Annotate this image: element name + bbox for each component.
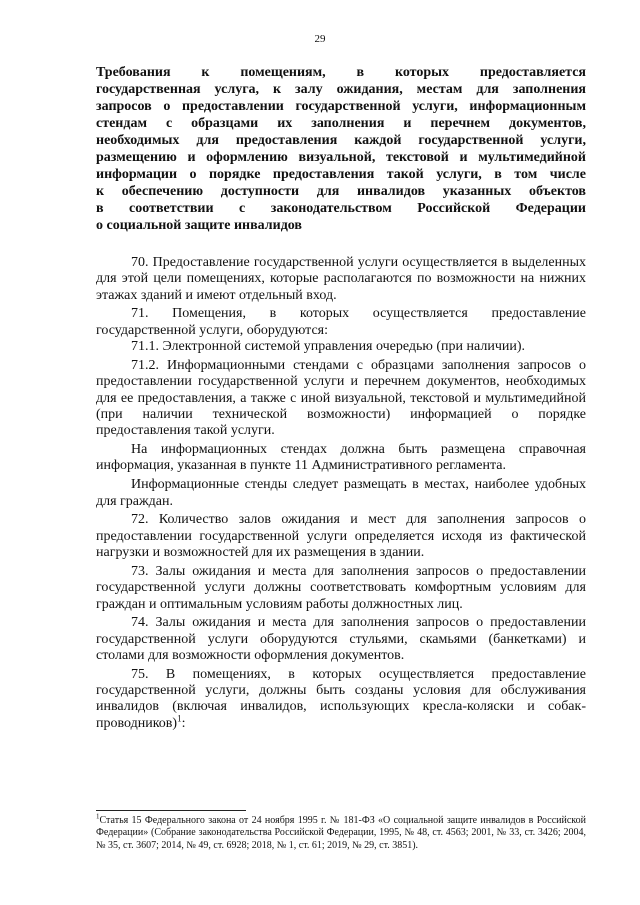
paragraph-71-1: 71.1. Электронной системой управления очередью (при наличии).: [131, 339, 526, 355]
document-body: [96, 255, 586, 735]
paragraph-73: 73. Залы ожидания и места для заполнения запросов о предоставлении государственной услуги должны соответствовать комфортным условиям для граждан и оптимальным условиям работы должностных лиц.: [96, 563, 586, 612]
heading-line: к обеспечению доступности для инвалидов указанных объектов: [96, 184, 586, 199]
paragraph-75: [96, 667, 586, 732]
heading-line: необходимых для предоставления каждой государственной услуги,: [96, 133, 586, 148]
heading-line: Требования к помещениям, в которых предоставляется: [96, 65, 586, 80]
paragraph-71-2: 71.2. Информационными стендами с образцами заполнения запросов о предоставлении государственной услуги и перечнем документов, необходимых для ее предоставления, а также с иной визуальной, текстовой и мультимедийной (при наличии технической возможности) информацией о порядке предоставления такой услуги.: [96, 357, 586, 439]
paragraph-75-colon: :: [181, 715, 186, 731]
footnote-text: Статья 15 Федерального закона от 24 ноября 1995 г. № 181-ФЗ «О социальной защите инвалидов в Российской Федерации» (Собрание законодательства Российской Федерации, 1995, № 48, ст. 4563; 2001, № 33, ст. 3426; 2004, № 35, ст. 3607; 2014, № 49, ст. 6928; 2018, № 1, ст. 61; 2019, № 29, ст. 3851).: [96, 815, 586, 851]
paragraph-71: 71. Помещения, в которых осуществляется предоставление государственной услуги, оборудуются:: [96, 306, 586, 338]
heading-line: стендам с образцами их заполнения и перечнем документов,: [96, 116, 586, 131]
footnote: [96, 812, 586, 852]
footnote-reference[interactable]: 1: [177, 713, 182, 724]
footnote-divider: [96, 810, 246, 811]
heading-line: в соответствии с законодательством Российской Федерации: [96, 201, 586, 216]
page-number: 29: [314, 33, 326, 45]
paragraph-72: 72. Количество залов ожидания и мест для заполнения запросов о предоставлении государственной услуги определяется исходя из фактической нагрузки и возможностей для их размещения в здании.: [96, 512, 586, 561]
paragraph-stands-placement: Информационные стенды следует размещать в местах, наиболее удобных для граждан.: [96, 477, 586, 509]
heading-line: размещению и оформлению визуальной, текстовой и мультимедийной: [96, 150, 586, 165]
paragraph-info-stands: На информационных стендах должна быть размещена справочная информация, указанная в пункте 11 Административного регламента.: [96, 442, 586, 474]
heading-line: информации о порядке предоставления такой услуги, в том числе: [96, 167, 586, 182]
heading-line: запросов о предоставлении государственной услуги, информационным: [96, 99, 586, 114]
paragraph-70: 70. Предоставление государственной услуги осуществляется в выделенных для этой цели помещениях, которые располагаются по возможности на нижних этажах зданий и имеют отдельный вход.: [96, 255, 586, 303]
paragraph-74: 74. Залы ожидания и места для заполнения запросов о предоставлении государственной услуги оборудуются стульями, скамьями (банкетками) и столами для возможности оформления документов.: [96, 615, 586, 663]
heading-line: о социальной защите инвалидов: [96, 218, 302, 233]
heading-line: государственная услуга, к залу ожидания, местам для заполнения: [96, 82, 586, 97]
paragraph-75-text: 75. В помещениях, в которых осуществляется предоставление государственной услуги, должны быть созданы условия для обслуживания инвалидов (включая инвалидов, использующих кресла-коляски и собак- проводников): [96, 666, 586, 731]
footnote-mark: 1: [96, 812, 100, 821]
section-heading: [96, 64, 586, 234]
